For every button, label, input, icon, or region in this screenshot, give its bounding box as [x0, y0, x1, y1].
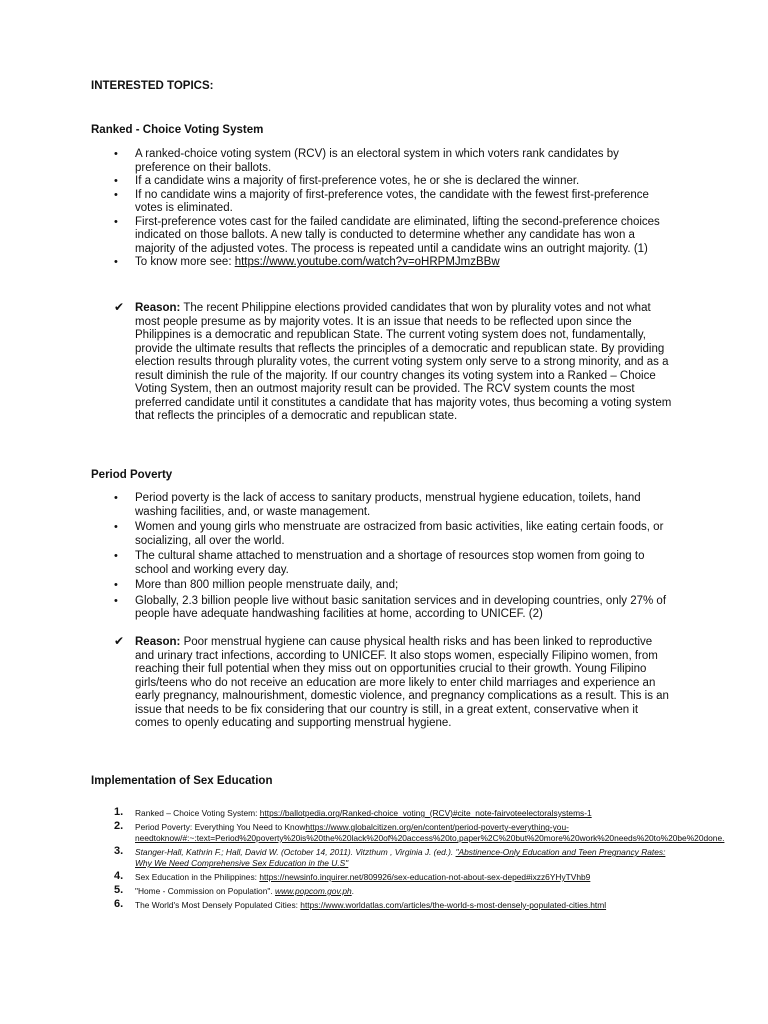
page-heading: INTERESTED TOPICS:	[91, 80, 214, 92]
reference-item	[114, 820, 725, 844]
list-item: • The cultural shame attached to menstruation and a shortage of resources stop women from going to school and working every day.	[114, 550, 674, 577]
reference-number: 5.	[114, 884, 124, 896]
reference-item	[114, 900, 674, 911]
checkmark-icon: ✔	[114, 634, 125, 648]
list-item: • More than 800 million people menstruate daily, and;	[114, 579, 674, 593]
reference-item	[114, 847, 674, 869]
reference-text: "Home - Commission on Population".	[135, 886, 276, 896]
list-item: • A ranked-choice voting system (RCV) is an electoral system in which voters rank candidates by preference on their ballots.	[114, 148, 674, 175]
checkmark-icon: ✔	[114, 300, 125, 314]
reference-number: 3.	[114, 845, 124, 857]
list-item: • Women and young girls who menstruate are ostracized from basic activities, like eating certain foods, or socializing, all over the world.	[114, 521, 674, 548]
reference-item	[114, 808, 674, 819]
list-item: • Period poverty is the lack of access to sanitary products, menstrual hygiene education, toilets, hand washing facilities, and, or waste management.	[114, 492, 674, 519]
reference-text: Sex Education in the Philippines:	[135, 872, 260, 882]
reason-text: The recent Philippine elections provided candidates that won by plurality votes and not what most people presume as by majority votes. It is an issue that needs to be reflected upon since the Philippines is a democratic and republican State. The current voting system does not, fundamentally, provide the ultimate results that reflects the principles of a democratic and republican state. By providing election results through plurality votes, the current voting system only serve to a strong minority, and as a result diminish the rule of the majority. If our country changes its voting system into a Ranked – Choice Voting System, then an outmost majority result can be provided. The RCV system counts the most preferred candidate until it constitutes a candidate that has majority votes, thus becoming a voting system that reflects the principles of a democratic and republican state.	[135, 302, 672, 422]
ranked-choice-bullets	[114, 148, 674, 270]
reason-text: Poor menstrual hygiene can cause physical health risks and has been linked to reproductive and urinary tract infections, according to UNICEF. It also stops women, especially Filipino women, from reaching their full potential when they miss out on opportunities crucial to their growth. Young Filipino girls/teens who do not receive an education are more likely to enter child marriages and experience an early pregnancy, malnourishment, domestic violence, and pregnancy complications as a result. This is an issue that needs to be fix considering that our country is still, in a great extent, conservative when it comes to openly educating and supporting menstrual hygiene.	[135, 636, 669, 729]
section-title-ranked-choice: Ranked - Choice Voting System	[91, 124, 264, 136]
reference-number: 2.	[114, 820, 124, 832]
reference-number: 4.	[114, 870, 124, 882]
references-list	[114, 806, 725, 914]
know-more-text: To know more see:	[135, 256, 235, 268]
reference-link[interactable]: https://www.globalcitizen.org/en/content/period-poverty-everything-you-needtoknow/#:~:text=Period%20poverty%20is%20the%20lack%20of%20access%20to,paper%2C%20but%20more%20work%20needs%20to%20be%20done.	[135, 822, 725, 843]
reference-number: 1.	[114, 806, 124, 818]
reason-block-ranked-choice	[114, 302, 674, 424]
list-item	[114, 256, 674, 270]
reference-link[interactable]: "Abstinence-Only Education and Teen Pregnancy Rates: Why We Need Comprehensive Sex Education in the U.S"	[135, 847, 666, 868]
reference-link[interactable]: https://newsinfo.inquirer.net/809926/sex-education-not-about-sex-deped#ixzz6YHyTVhb9	[259, 872, 591, 882]
reference-item	[114, 872, 674, 883]
reference-text: Stanger-Hall, Kathrin F.; Hall, David W. (October 14, 2011). Vitzthum , Virginia J. (ed.).	[135, 847, 456, 857]
reference-link[interactable]: https://www.worldatlas.com/articles/the-world-s-most-densely-populated-cities.html	[300, 900, 607, 910]
section-title-period-poverty: Period Poverty	[91, 469, 173, 481]
reference-suffix: .	[351, 886, 354, 896]
reference-text: Ranked – Choice Voting System:	[135, 808, 260, 818]
reference-link[interactable]: https://ballotpedia.org/Ranked-choice_voting_(RCV)#cite_note-fairvoteelectoralsystems-1	[259, 808, 592, 818]
section-title-sex-education: Implementation of Sex Education	[91, 775, 273, 787]
reason-label: Reason:	[135, 302, 181, 314]
list-item: • If no candidate wins a majority of first-preference votes, the candidate with the fewest first-preference votes is eliminated.	[114, 189, 674, 216]
reason-label: Reason:	[135, 636, 181, 648]
list-item: • If a candidate wins a majority of first-preference votes, he or she is declared the winner.	[114, 175, 674, 189]
reference-item	[114, 886, 674, 897]
reference-text: The World's Most Densely Populated Cities:	[135, 900, 301, 910]
reference-number: 6.	[114, 898, 124, 910]
list-item: • Globally, 2.3 billion people live without basic sanitation services and in developing countries, only 27% of people have adequate handwashing facilities at home, according to UNICEF. (2)	[114, 595, 674, 622]
reason-block-period-poverty	[114, 636, 674, 731]
list-item: • First-preference votes cast for the failed candidate are eliminated, lifting the second-preference choices indicated on those ballots. A new tally is conducted to determine whether any candidate has won a majority of the adjusted votes. The process is repeated until a candidate wins an outright majority. (1)	[114, 216, 674, 257]
reference-link[interactable]: www.popcom.gov.ph	[275, 886, 352, 896]
period-poverty-bullets	[114, 492, 674, 622]
youtube-link[interactable]: https://www.youtube.com/watch?v=oHRPMJmzBBw	[234, 256, 500, 268]
reference-text: Period Poverty: Everything You Need to Know	[135, 822, 306, 832]
